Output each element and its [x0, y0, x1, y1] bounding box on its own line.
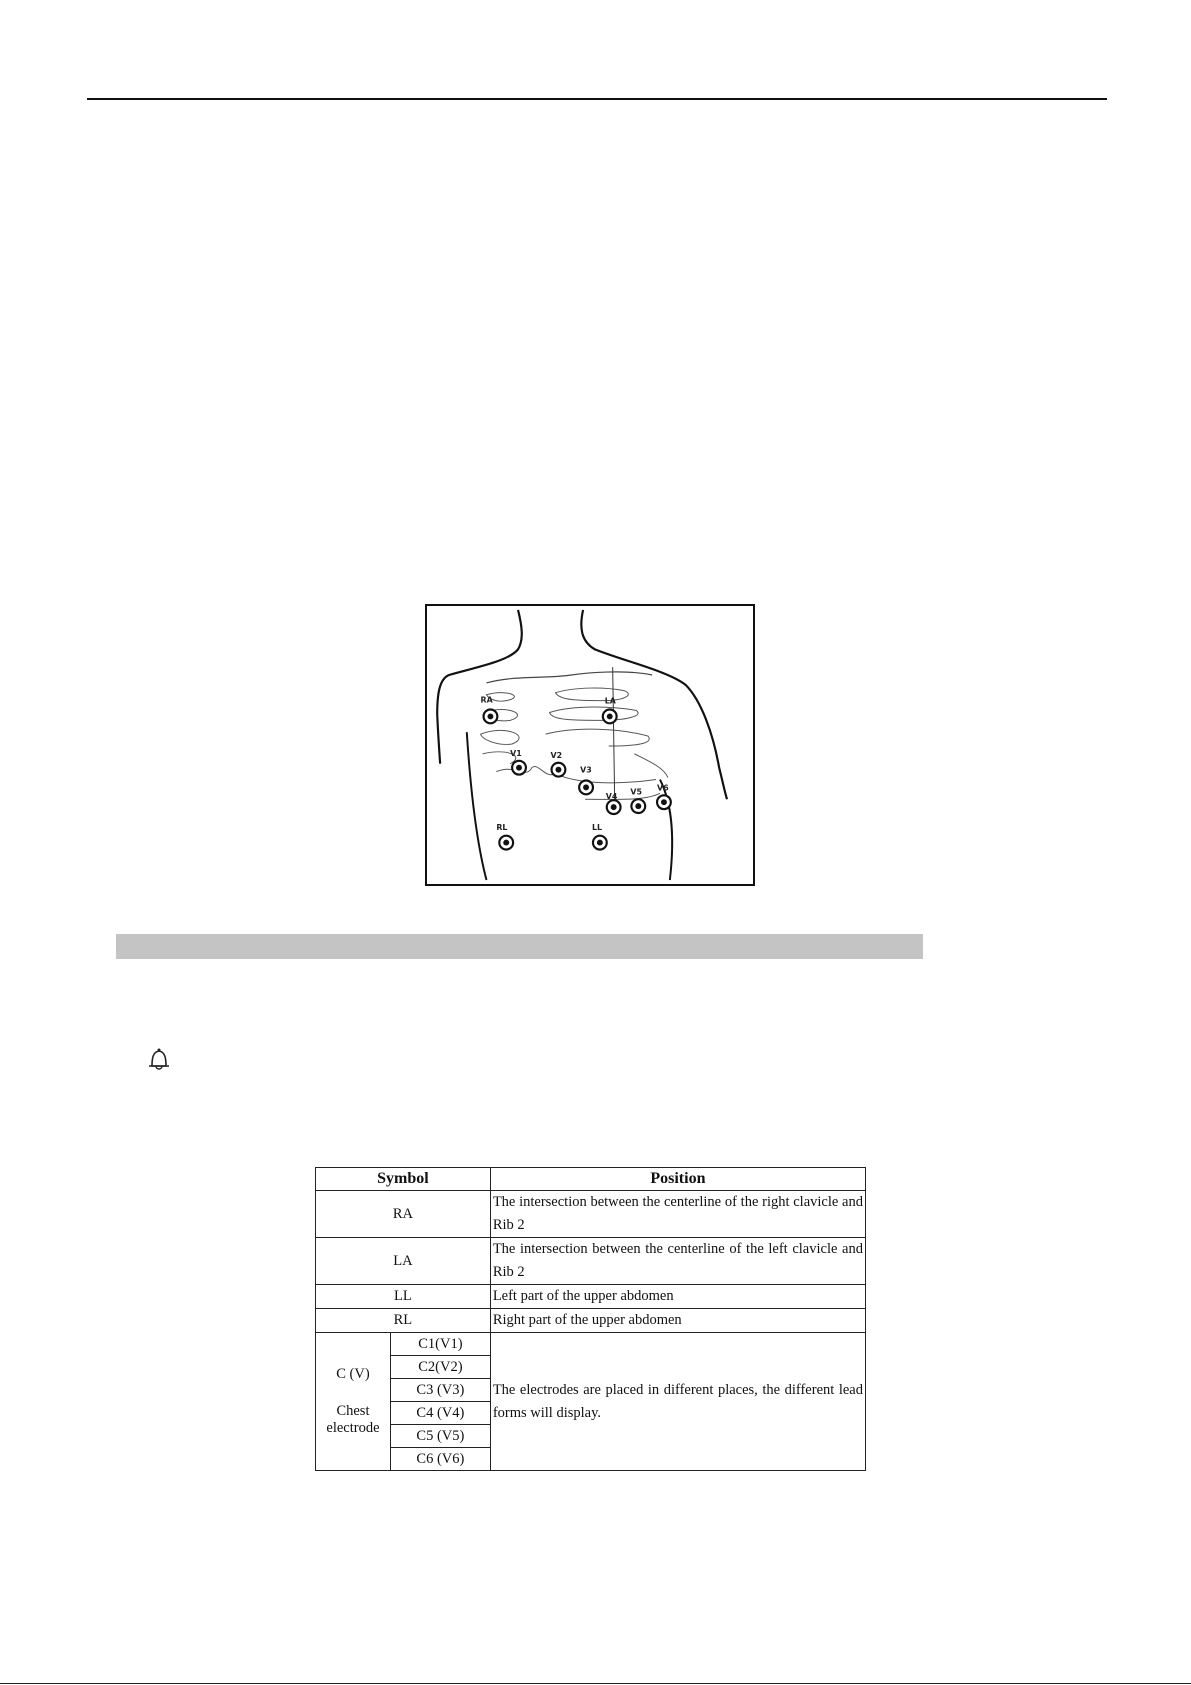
- symbol-cell: LL: [316, 1285, 491, 1309]
- label-v1: V1: [510, 748, 522, 758]
- label-rl: RL: [496, 822, 508, 832]
- chest-group-cell: [316, 1333, 391, 1471]
- position-cell: Left part of the upper abdomen: [490, 1285, 865, 1309]
- symbol-cell: RA: [316, 1191, 491, 1238]
- symbol-cell: RL: [316, 1309, 491, 1333]
- label-v6: V6: [657, 783, 669, 793]
- chest-group-line2: Chest: [336, 1403, 370, 1419]
- table-row: [316, 1285, 866, 1309]
- label-la: LA: [604, 696, 616, 706]
- arm-line-left: [467, 732, 487, 880]
- rib: [546, 729, 650, 746]
- lead-cell: C5 (V5): [390, 1425, 490, 1448]
- lead-cell: C3 (V3): [390, 1379, 490, 1402]
- electrode-v5: [630, 787, 645, 813]
- rib: [550, 707, 639, 720]
- label-v5: V5: [630, 787, 642, 797]
- label-v3: V3: [580, 765, 592, 775]
- section-heading-bar: [116, 934, 923, 959]
- torso-outline-left: [437, 610, 522, 764]
- electrode-v4: [606, 792, 621, 814]
- header-symbol: Symbol: [316, 1168, 491, 1191]
- electrode-placement-figure: [425, 604, 755, 886]
- label-ll: LL: [591, 822, 603, 832]
- table-row: [316, 1309, 866, 1333]
- lead-cell: C1(V1): [390, 1333, 490, 1356]
- bell-icon: [143, 1046, 175, 1072]
- electrode-v2: [551, 751, 566, 777]
- midclavicular-line: [613, 667, 615, 799]
- electrode-la: [603, 697, 617, 724]
- table-row: [316, 1191, 866, 1238]
- rib: [634, 754, 668, 778]
- electrode-v6: [657, 783, 671, 809]
- rib: [555, 688, 628, 701]
- symbol-cell: LA: [316, 1238, 491, 1285]
- position-cell: Right part of the upper abdomen: [490, 1309, 865, 1333]
- label-ra: RA: [480, 695, 493, 705]
- torso-outline-right: [581, 610, 727, 802]
- electrode-position-table: [315, 1167, 866, 1471]
- lead-cell: C6 (V6): [390, 1448, 490, 1471]
- lead-cell: C4 (V4): [390, 1402, 490, 1425]
- position-cell: The intersection between the centerline of the left clavicle and Rib 2: [490, 1238, 865, 1285]
- electrode-ll: [592, 823, 607, 850]
- chest-position-cell: The electrodes are placed in different places, the different lead forms will display.: [490, 1333, 865, 1471]
- header-position: Position: [490, 1168, 865, 1191]
- clavicle-line: [486, 672, 652, 683]
- label-v2: V2: [550, 750, 563, 760]
- table-row: [316, 1333, 866, 1356]
- table-row: [316, 1238, 866, 1285]
- torso-diagram: [427, 606, 753, 884]
- electrode-v1: [510, 749, 526, 775]
- electrode-v3: [579, 766, 593, 795]
- chest-group-line1: C (V): [336, 1366, 370, 1382]
- rib: [481, 730, 520, 744]
- electrode-rl: [496, 823, 513, 850]
- header-rule: [87, 98, 1107, 100]
- position-cell: The intersection between the centerline of the right clavicle and Rib 2: [490, 1191, 865, 1238]
- footer-rule: [0, 1683, 1191, 1684]
- chest-group-line3: electrode: [326, 1420, 380, 1436]
- label-v4: V4: [605, 792, 618, 802]
- lead-cell: C2(V2): [390, 1356, 490, 1379]
